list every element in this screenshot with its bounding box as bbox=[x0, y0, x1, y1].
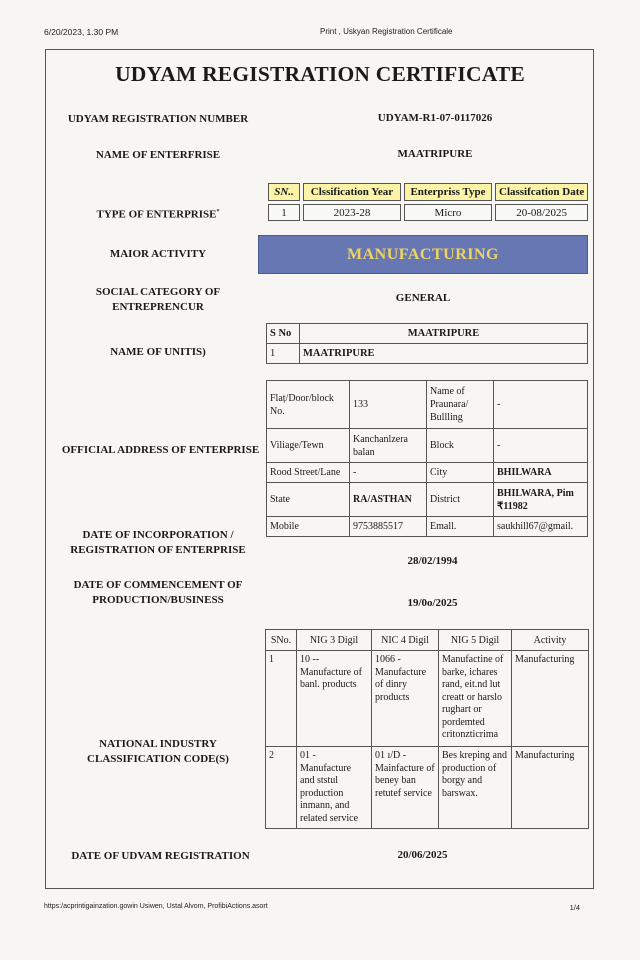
incorporation-label bbox=[58, 528, 258, 558]
nic-label bbox=[58, 737, 258, 767]
commencement-label-line2: PRODUCTION/BUSINESS bbox=[92, 594, 224, 606]
units-header-name: MAATRIPURE bbox=[300, 324, 588, 344]
nic-cell-5digit-text: Manufactine of barke, ichares rand, eit.nd lut creatt or harslo rughart or pordemted critonzticrima bbox=[442, 654, 504, 740]
enterprise-name-value: MAATRIPURE bbox=[397, 148, 473, 160]
nic-label-line1: NATIONAL INDUSTRY bbox=[99, 738, 217, 750]
units-header-sno: S No bbox=[267, 324, 300, 344]
enterprise-type-table bbox=[265, 180, 591, 224]
address-key: Name of Praunara/ Bullling bbox=[427, 381, 494, 429]
nic-header-activity: Activity bbox=[512, 630, 589, 651]
address-value: BHILWARA, Pim ₹11982 bbox=[494, 483, 588, 517]
table-row bbox=[267, 517, 588, 537]
social-category-label bbox=[58, 285, 258, 315]
table-row bbox=[266, 651, 589, 747]
nic-header-sno: SNo. bbox=[266, 630, 297, 651]
cell-enterprise-type: Micro bbox=[404, 204, 492, 221]
enterprise-type-label bbox=[58, 205, 258, 223]
social-category-value: GENERAL bbox=[395, 292, 451, 304]
address-key: Emall. bbox=[427, 517, 494, 537]
major-activity-label: MAIOR ACTIVITY bbox=[109, 248, 207, 260]
address-value: RA/ASTHAN bbox=[350, 483, 427, 517]
social-category-label-line2: ENTREPRENCUR bbox=[112, 301, 204, 313]
cell-classification-year: 2023-28 bbox=[303, 204, 401, 221]
address-key: City bbox=[427, 463, 494, 483]
table-row bbox=[268, 204, 588, 221]
commencement-label bbox=[58, 578, 258, 608]
header-classification-year: Clssification Year bbox=[303, 183, 401, 201]
address-table bbox=[266, 380, 588, 537]
address-value: 133 bbox=[350, 381, 427, 429]
registration-number-label: UDYAM REGISTRATION NUMBER bbox=[67, 113, 249, 125]
header-classification-date: Classifcation Date bbox=[495, 183, 588, 201]
nic-header-4digit: NIC 4 Digil bbox=[372, 630, 439, 651]
enterprise-name-label: NAME OF ENTERFRISE bbox=[95, 149, 221, 161]
header-sn: SN.. bbox=[268, 183, 300, 201]
header-enterprise-type: Enterpriss Type bbox=[404, 183, 492, 201]
address-value: Kanchanlzera balan bbox=[350, 429, 427, 463]
nic-header-row bbox=[266, 630, 589, 651]
table-row bbox=[267, 429, 588, 463]
major-activity-banner bbox=[258, 235, 588, 274]
address-key: Rood Street/Lane bbox=[267, 463, 350, 483]
address-key: Flaț/Door/block No. bbox=[267, 381, 350, 429]
address-key: District bbox=[427, 483, 494, 517]
nic-cell-4digit: 1066 - Manufacture of dinry products bbox=[372, 651, 439, 747]
incorporation-value: 28/02/1994 bbox=[407, 555, 458, 567]
table-row bbox=[267, 381, 588, 429]
enterprise-type-label-text: TYPE OF ENTERPRISE bbox=[96, 208, 217, 221]
address-value[interactable]: saukhill67@gmail. bbox=[494, 517, 588, 537]
nic-cell-5digit: Bes kreping and production of borgy and barswax. bbox=[439, 747, 512, 829]
table-row bbox=[266, 747, 589, 829]
nic-cell-sno: 2 bbox=[266, 747, 297, 829]
units-label: NAME OF UNITIS) bbox=[110, 346, 206, 358]
print-footer-page: 1/4 bbox=[569, 903, 580, 912]
nic-cell-3digit: 01 - Manufacture and ststul production inmann, and related service bbox=[297, 747, 372, 829]
social-category-label-line1: SOCIAL CATEGORY OF bbox=[95, 286, 221, 298]
certificate-title: UDYAM REGISTRATION CERTIFICATE bbox=[115, 62, 525, 86]
enterprise-type-header-row bbox=[268, 183, 588, 201]
table-row bbox=[267, 483, 588, 517]
nic-cell-5digit bbox=[439, 651, 512, 747]
commencement-label-line1: DATE OF COMMENCEMENT OF bbox=[73, 579, 243, 591]
units-table bbox=[266, 323, 588, 364]
incorporation-label-line2: REGISTRATION OF ENTERPRISE bbox=[70, 544, 246, 556]
major-activity-value: MANUFACTURING bbox=[347, 245, 499, 263]
udyam-registration-date-value: 20/06/2025 bbox=[397, 849, 448, 861]
print-datetime: 6/20/2023, 1.30 PM bbox=[44, 27, 119, 37]
registration-number-value: UDYAM-R1-07-0117026 bbox=[377, 112, 493, 124]
nic-header-5digit: NIG 5 Digil bbox=[439, 630, 512, 651]
udyam-registration-date-label: DATE OF UDVAM REGISTRATION bbox=[71, 850, 250, 862]
nic-table bbox=[265, 629, 589, 829]
table-row bbox=[267, 463, 588, 483]
nic-cell-3digit: 10 -- Manufacture of banl. products bbox=[297, 651, 372, 747]
cell-classification-date: 20-08/2025 bbox=[495, 204, 588, 221]
nic-cell-4digit: 01 ı/D - Mainfacture of beney ban retutef service bbox=[372, 747, 439, 829]
address-key: State bbox=[267, 483, 350, 517]
nic-header-3digit: NIG 3 Digil bbox=[297, 630, 372, 651]
units-cell-sno: 1 bbox=[267, 344, 300, 364]
address-value: BHILWARA bbox=[494, 463, 588, 483]
incorporation-label-line1: DATE OF INCORPORATION / bbox=[82, 529, 234, 541]
commencement-value: 19/0o/2025 bbox=[407, 597, 458, 609]
table-row bbox=[267, 344, 588, 364]
cell-sn: 1 bbox=[268, 204, 300, 221]
address-key: Viliage/Tewn bbox=[267, 429, 350, 463]
address-key: Mobile bbox=[267, 517, 350, 537]
address-value: - bbox=[494, 381, 588, 429]
address-value: 9753885517 bbox=[350, 517, 427, 537]
units-cell-name: MAATRIPURE bbox=[300, 344, 588, 364]
nic-cell-activity: Manufacturing bbox=[512, 651, 589, 747]
address-key: Block bbox=[427, 429, 494, 463]
nic-label-line2: CLASSIFICATION CODE(S) bbox=[87, 753, 229, 765]
address-value: - bbox=[494, 429, 588, 463]
units-header-row bbox=[267, 324, 588, 344]
print-footer-url: https:/acprintigainzation.gowin Usiwen, Ustal Alvom, ProfibiActions.asort bbox=[44, 903, 268, 910]
print-page-title: Print , Uskyan Registration Certificale bbox=[320, 27, 453, 36]
nic-cell-sno: 1 bbox=[266, 651, 297, 747]
address-label: OFFICIAL ADDRESS OF ENTERPRISE bbox=[61, 444, 260, 456]
nic-cell-activity: Manufacturing bbox=[512, 747, 589, 829]
enterprise-type-footnote-mark: * bbox=[216, 209, 220, 215]
address-value: - bbox=[350, 463, 427, 483]
